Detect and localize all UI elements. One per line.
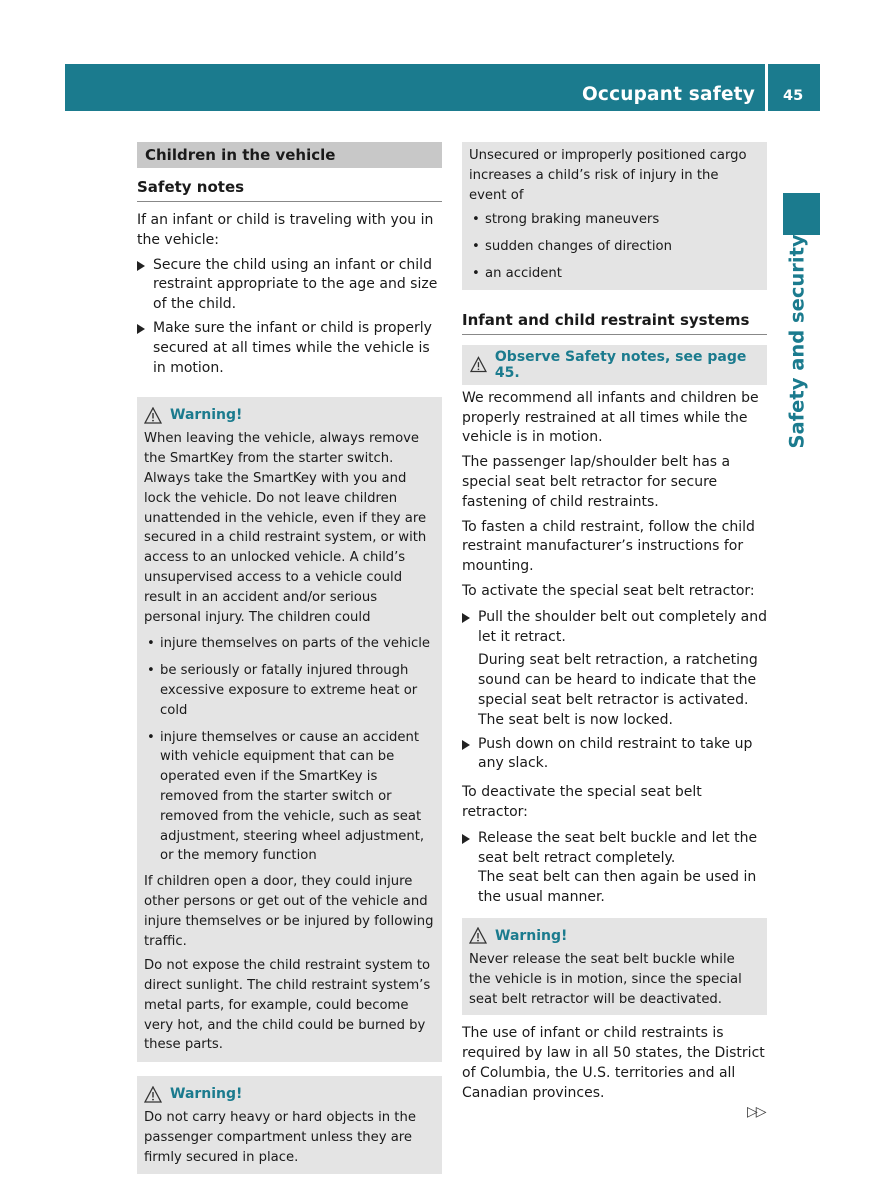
side-tab-label: Safety and security <box>785 234 809 449</box>
step-arrow-icon <box>462 834 470 844</box>
cargo-note-box <box>462 142 767 290</box>
page-number-box <box>768 64 820 111</box>
list-item: • injure themselves or cause an accident with vehicle equipment that can be operated even if the SmartKey is removed from the starter switch or removed from the vehicle, such as seat adjustment, steering wheel adjustment, or the memory function <box>147 729 425 864</box>
warning-box <box>462 918 767 1015</box>
page-title: Occupant safety <box>581 84 755 105</box>
header-bar <box>65 64 765 111</box>
warning-heading: Warning! <box>144 1084 435 1104</box>
step-result: During seat belt retraction, a ratcheting sound can be heard to indicate that the special seat belt retractor is activated. The seat belt is now locked. <box>478 652 758 728</box>
subsection-heading: Infant and child restraint systems <box>462 311 767 335</box>
subsection-heading: Safety notes <box>137 178 442 202</box>
warning-triangle-icon <box>144 407 162 424</box>
warning-text: Do not expose the child restraint system to direct sunlight. The child restraint system’s metal parts, for example, could become very hot, and the child could be burned by these parts. <box>144 958 431 1053</box>
section-heading: Children in the vehicle <box>137 142 442 168</box>
body-text: To deactivate the special seat belt retractor: <box>462 784 702 820</box>
warning-text: Do not carry heavy or hard objects in the passenger compartment unless they are firmly secured in place. <box>144 1110 416 1165</box>
warning-triangle-icon <box>469 927 487 944</box>
step-result: The seat belt can then again be used in the usual manner. <box>478 869 757 906</box>
warning-heading: Warning! <box>469 926 760 946</box>
instruction-step: Push down on child restraint to take up any slack. <box>462 735 767 775</box>
warning-text: Never release the seat belt buckle while the vehicle is in motion, since the special seat belt retractor will be deactivated. <box>469 951 742 1007</box>
instruction-step: Secure the child using an infant or child restraint appropriate to the age and size of the child. <box>137 256 442 315</box>
instruction-step: Make sure the infant or child is properly secured at all times while the vehicle is in motion. <box>137 319 442 378</box>
warning-text: If children open a door, they could injure other persons or get out of the vehicle and injure themselves or be injured by following traffic. <box>144 874 434 949</box>
cargo-text: Unsecured or improperly positioned cargo increases a child’s risk of injury in the event of <box>469 148 747 203</box>
body-text: The passenger lap/shoulder belt has a special seat belt retractor for secure fastening of child restraints. <box>462 454 731 510</box>
side-tab-marker <box>783 193 820 235</box>
warning-triangle-icon <box>144 1086 162 1103</box>
instruction-step: Pull the shoulder belt out completely and let it retract. <box>462 608 767 648</box>
step-arrow-icon <box>137 261 145 271</box>
warning-heading: Warning! <box>144 405 435 425</box>
safety-note: Observe Safety notes, see page 45. <box>462 345 767 385</box>
body-text: We recommend all infants and children be properly restrained at all times while the vehicle is in motion. <box>462 389 759 446</box>
list-item: • be seriously or fatally injured through excessive exposure to extreme heat or cold <box>147 663 418 718</box>
left-column <box>137 142 442 1174</box>
continue-arrow-icon: ▷▷ <box>747 1104 765 1120</box>
body-text: The use of infant or child restraints is required by law in all 50 states, the District of Columbia, the U.S. territories and all Canadian provinces. <box>462 1025 765 1101</box>
page-number: 45 <box>783 88 804 104</box>
right-column <box>462 142 767 1108</box>
list-item: • an accident <box>472 265 562 281</box>
warning-text: When leaving the vehicle, always remove the SmartKey from the starter switch. Always take the SmartKey with you and lock the vehicle. Do not leave children unattended in the vehicle, even if they are secured in a child restraint system, or with access to an unlocked vehicle. A child’s unsupervised access to a vehicle could result in an accident and/or serious personal injury. The children could <box>144 431 427 625</box>
warning-box <box>137 1076 442 1173</box>
body-text: To activate the special seat belt retractor: <box>462 582 755 599</box>
warning-box <box>137 397 442 1062</box>
list-item: • injure themselves on parts of the vehicle <box>147 636 431 652</box>
warning-triangle-icon <box>470 356 487 373</box>
intro-text: If an infant or child is traveling with you in the vehicle: <box>137 212 434 248</box>
list-item: • strong braking maneuvers <box>472 212 660 228</box>
step-arrow-icon <box>462 740 470 750</box>
step-arrow-icon <box>462 613 470 623</box>
list-item: • sudden changes of direction <box>472 239 672 255</box>
step-arrow-icon <box>137 324 145 334</box>
instruction-step: Release the seat belt buckle and let the seat belt retract completely. <box>462 829 767 869</box>
body-text: To fasten a child restraint, follow the child restraint manufacturer’s instructions for mounting. <box>462 518 755 575</box>
side-tab <box>770 234 824 452</box>
